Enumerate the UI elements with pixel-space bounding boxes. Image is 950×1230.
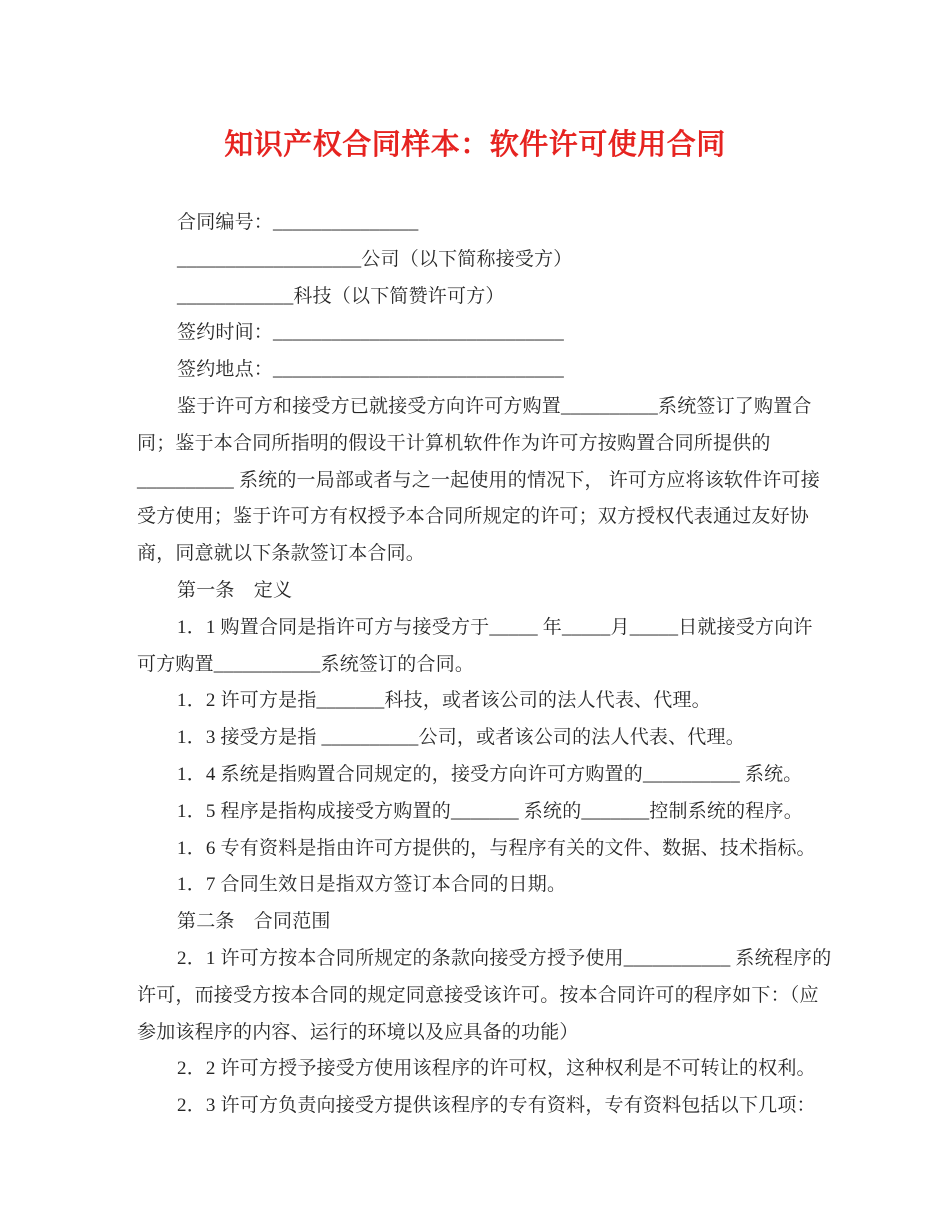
document-line: 2．3 许可方负责向接受方提供该程序的专有资料，专有资料包括以下几项： [177,1095,816,1117]
document-line: 2．2 许可方授予接受方使用该程序的许可权，这种权利是不可转让的权利。 [177,1058,816,1080]
document-body [137,205,857,1125]
document-line: 第一条 定义 [177,579,293,601]
document-line: 签约时间：______________________________ [177,322,565,344]
document-title: 知识产权合同样本：软件许可使用合同 [224,129,726,161]
document-line: 鉴于许可方和接受方已就接受方向许可方购置__________系统签订了购置合 [177,395,812,417]
document-line: 1．2 许可方是指_______科技，或者该公司的法人代表、代理。 [177,690,711,712]
document-line: 许可，而接受方按本合同的规定同意接受该许可。按本合同许可的程序如下：（应 [137,984,819,1006]
document-line: 受方使用；鉴于许可方有权授予本合同所规定的许可；双方授权代表通过友好协 [137,506,810,528]
document-line: 1．7 合同生效日是指双方签订本合同的日期。 [177,874,567,896]
document-line: 1．6 专有资料是指由许可方提供的，与程序有关的文件、数据、技术指标。 [177,837,816,859]
document-line: 可方购置___________系统签订的合同。 [137,653,475,675]
document-line: 同；鉴于本合同所指明的假设干计算机软件作为许可方按购置合同所提供的 [137,432,771,454]
document-line: 1．1 购置合同是指许可方与接受方于_____ 年_____月_____日就接受方向许 [177,616,813,638]
document-line: ____________科技（以下简赞许可方） [177,285,505,307]
document-line: 1．4 系统是指购置合同规定的，接受方向许可方购置的__________ 系统。 [177,763,803,785]
document-line: __________ 系统的一局部或者与之一起使用的情况下， 许可方应将该软件许可接 [137,469,820,491]
document-line: 签约地点：______________________________ [177,359,565,381]
document-line: 1．3 接受方是指 __________公司，或者该公司的法人代表、代理。 [177,727,745,749]
document-line: 商，同意就以下条款签订本合同。 [137,543,426,565]
document-line: 合同编号：_______________ [177,212,419,233]
document-line: 第二条 合同范围 [177,911,331,933]
document-line: ___________________公司（以下简称接受方） [177,248,573,270]
document-line: 参加该程序的内容、运行的环境以及应具备的功能） [137,1021,579,1043]
document-line: 2．1 许可方按本合同所规定的条款向接受方授予使用___________ 系统程序的 [177,947,832,969]
document-line: 1．5 程序是指构成接受方购置的_______ 系统的_______控制系统的程序。 [177,800,803,822]
